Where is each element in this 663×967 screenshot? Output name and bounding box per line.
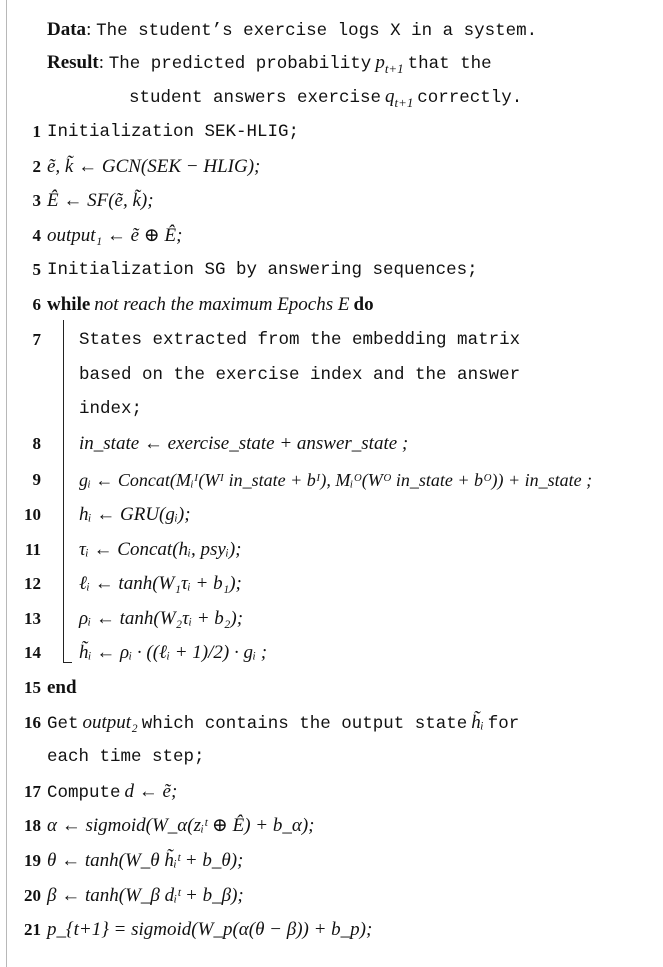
line-10: hᵢ ← GRU(gᵢ); bbox=[79, 504, 191, 525]
line-number: 6 bbox=[32, 295, 41, 314]
data-row: Data: The student’s exercise logs X in a system. bbox=[47, 19, 538, 41]
result-text-1: The predicted probability bbox=[108, 54, 372, 74]
line-1: Initialization SEK-HLIG; bbox=[47, 122, 300, 142]
line-5: Initialization SG by answering sequences; bbox=[47, 260, 478, 280]
do-keyword: do bbox=[353, 294, 374, 315]
result-text-2: that the bbox=[407, 54, 492, 74]
line-7b: based on the exercise index and the answer bbox=[79, 365, 521, 385]
line-number: 15 bbox=[24, 678, 41, 697]
result-label: Result bbox=[47, 52, 99, 73]
line-14: h̃ᵢ ← ρᵢ · ((ℓᵢ + 1)/2) · gᵢ ; bbox=[79, 642, 268, 663]
line-number: 2 bbox=[32, 157, 41, 176]
line-number: 17 bbox=[24, 782, 41, 801]
line-7a: States extracted from the embedding matrix bbox=[79, 330, 521, 350]
result-row: Result: The predicted probability $p_{t+1}$ that the bbox=[47, 52, 492, 76]
while-condition: not reach the maximum Epochs E bbox=[94, 294, 350, 315]
line-18: α ← sigmoid(W_α(zᵢᵗ ⊕ Ê) + b_α); bbox=[47, 815, 315, 836]
result-row-2 bbox=[129, 86, 522, 109]
line-19: θ ← tanh(W_θ h̃ᵢᵗ + b_θ); bbox=[47, 850, 244, 871]
data-text: The student’s exercise logs X in a system. bbox=[96, 21, 538, 41]
line-number: 9 bbox=[32, 470, 41, 489]
line-4: output₁ ← ẽ ⊕ Ê; bbox=[47, 225, 183, 246]
line-16b: each time step; bbox=[47, 747, 205, 767]
line-16a: Get output₂ which contains the output state h̃ᵢ for bbox=[47, 712, 520, 734]
result-symbol-2: $q_{t+1}$ bbox=[385, 86, 414, 110]
line-number: 4 bbox=[32, 226, 41, 245]
result-symbol: $p_{t+1}$ bbox=[375, 52, 404, 76]
line-number: 3 bbox=[32, 191, 41, 210]
line-number: 14 bbox=[24, 643, 41, 662]
data-label: Data bbox=[47, 19, 87, 40]
line-number: 5 bbox=[32, 260, 41, 279]
result-text-3: student answers exercise bbox=[129, 88, 382, 108]
line-number: 13 bbox=[24, 609, 41, 628]
line-7c: index; bbox=[79, 399, 143, 419]
loop-bar-end bbox=[63, 662, 72, 663]
line-number: 16 bbox=[24, 713, 41, 732]
line-20: β ← tanh(W_β dᵢᵗ + b_β); bbox=[47, 885, 244, 906]
line-2: ẽ, k̃ ← GCN(SEK − HLIG); bbox=[47, 156, 261, 177]
line-number: 18 bbox=[24, 816, 41, 835]
line-number: 19 bbox=[24, 851, 41, 870]
line-9: gᵢ ← Concat(Mᵢᴵ(Wᴵ in_state + bᴵ), Mᵢᴼ(Wᴼ in_state + bᴼ)) + in_state ; bbox=[79, 470, 593, 490]
line-number: 11 bbox=[24, 540, 41, 559]
while-keyword: while bbox=[47, 294, 91, 315]
algorithm-box bbox=[6, 0, 663, 967]
line-number: 7 bbox=[32, 330, 41, 349]
line-number: 1 bbox=[32, 122, 41, 141]
line-11: τᵢ ← Concat(hᵢ, psyᵢ); bbox=[79, 539, 242, 560]
loop-bar bbox=[63, 320, 64, 663]
line-3: Ê ← SF(ẽ, k̃); bbox=[47, 190, 154, 211]
line-21: p_{t+1} = sigmoid(W_p(α(θ − β)) + b_p); bbox=[47, 919, 373, 940]
line-8: in_state ← exercise_state + answer_state ; bbox=[79, 433, 409, 454]
line-13: ρᵢ ← tanh(W₂τᵢ + b₂); bbox=[79, 608, 244, 629]
line-number: 21 bbox=[24, 920, 41, 939]
line-12: ℓᵢ ← tanh(W₁τᵢ + b₁); bbox=[79, 573, 242, 594]
result-text-4: correctly. bbox=[417, 88, 523, 108]
line-number: 12 bbox=[24, 574, 41, 593]
line-6 bbox=[47, 294, 374, 317]
line-17: Compute d ← ẽ; bbox=[47, 781, 178, 803]
end-keyword: end bbox=[47, 677, 77, 698]
line-number: 10 bbox=[24, 505, 41, 524]
line-number: 8 bbox=[32, 434, 41, 453]
line-number: 20 bbox=[24, 886, 41, 905]
